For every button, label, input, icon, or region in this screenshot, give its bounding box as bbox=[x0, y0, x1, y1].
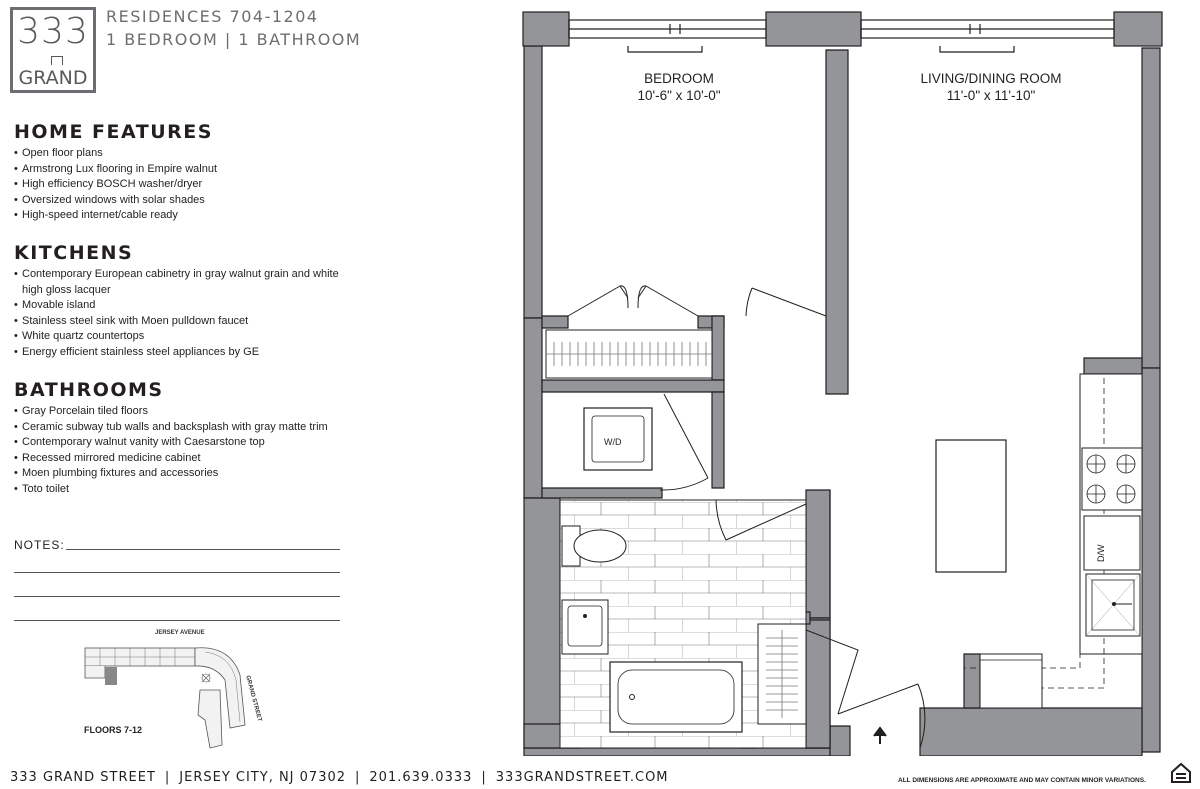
equal-housing-icon bbox=[1170, 762, 1192, 784]
footer-contact bbox=[10, 770, 669, 785]
dishwasher-label: D/W bbox=[1096, 544, 1106, 562]
footer-separator: | bbox=[355, 770, 361, 785]
list-item: • Contemporary walnut vanity with Caesarstone top bbox=[14, 435, 344, 451]
list-item: • Contemporary European cabinetry in gray walnut grain and white high gloss lacquer bbox=[14, 267, 344, 298]
list-item: • Stainless steel sink with Moen pulldown faucet bbox=[14, 314, 344, 330]
logo-mark-icon bbox=[51, 56, 63, 65]
logo-number: 333 bbox=[17, 11, 89, 52]
list-item: • Gray Porcelain tiled floors bbox=[14, 404, 344, 420]
list-item: • Toto toilet bbox=[14, 482, 344, 498]
note-line bbox=[14, 620, 340, 621]
footer-city: JERSEY CITY, NJ 07302 bbox=[179, 770, 347, 785]
footer-separator: | bbox=[481, 770, 487, 785]
residences-title: RESIDENCES 704-1204 bbox=[106, 7, 319, 26]
notes-label: NOTES: bbox=[14, 538, 65, 552]
list-item: • Open floor plans bbox=[14, 146, 344, 162]
kitchens-section bbox=[14, 242, 344, 360]
section-heading: KITCHENS bbox=[14, 242, 134, 264]
note-line bbox=[14, 572, 340, 573]
dimensions-disclaimer: ALL DIMENSIONS ARE APPROXIMATE AND MAY CONTAIN MINOR VARIATIONS. bbox=[898, 777, 1146, 784]
bedroom-name: BEDROOM bbox=[644, 71, 714, 86]
brand-logo bbox=[10, 7, 96, 93]
list-item: • Armstrong Lux flooring in Empire walnut bbox=[14, 162, 344, 178]
list-item: • Oversized windows with solar shades bbox=[14, 193, 344, 209]
list-item: • High efficiency BOSCH washer/dryer bbox=[14, 177, 344, 193]
bedroom-size: 10'-6" x 10'-0" bbox=[637, 88, 721, 103]
list-item: • Ceramic subway tub walls and backsplash with gray matte trim bbox=[14, 420, 344, 436]
footer-phone[interactable]: 201.639.0333 bbox=[369, 770, 473, 785]
footer-address: 333 GRAND STREET bbox=[10, 770, 156, 785]
list-item: • Movable island bbox=[14, 298, 344, 314]
washer-dryer-label: W/D bbox=[604, 437, 622, 447]
section-heading: HOME FEATURES bbox=[14, 121, 213, 143]
keyplan-street-top: JERSEY AVENUE bbox=[155, 630, 205, 636]
keyplan-unit-highlight bbox=[105, 667, 117, 685]
bathrooms-section bbox=[14, 379, 344, 497]
home-features-section bbox=[14, 121, 344, 224]
list-item: • High-speed internet/cable ready bbox=[14, 208, 344, 224]
footer-website[interactable]: 333GRANDSTREET.COM bbox=[495, 770, 669, 785]
list-item: • Energy efficient stainless steel appliances by GE bbox=[14, 345, 344, 361]
footer-separator: | bbox=[164, 770, 171, 785]
floor-plan bbox=[520, 8, 1168, 756]
list-item: • White quartz countertops bbox=[14, 329, 344, 345]
entry-arrow-icon bbox=[874, 728, 886, 744]
section-heading: BATHROOMS bbox=[14, 379, 164, 401]
note-line bbox=[66, 549, 340, 550]
list-item: • Moen plumbing fixtures and accessories bbox=[14, 466, 344, 482]
keyplan-street-side: GRAND STREET bbox=[244, 675, 263, 723]
living-room-name: LIVING/DINING ROOM bbox=[920, 71, 1062, 86]
note-line bbox=[14, 596, 340, 597]
floors-label: FLOORS 7-12 bbox=[84, 725, 143, 735]
logo-name: GRAND bbox=[18, 67, 88, 89]
unit-type: 1 BEDROOM | 1 BATHROOM bbox=[106, 30, 362, 49]
list-item: • Recessed mirrored medicine cabinet bbox=[14, 451, 344, 467]
living-room-size: 11'-0" x 11'-10" bbox=[946, 88, 1036, 103]
